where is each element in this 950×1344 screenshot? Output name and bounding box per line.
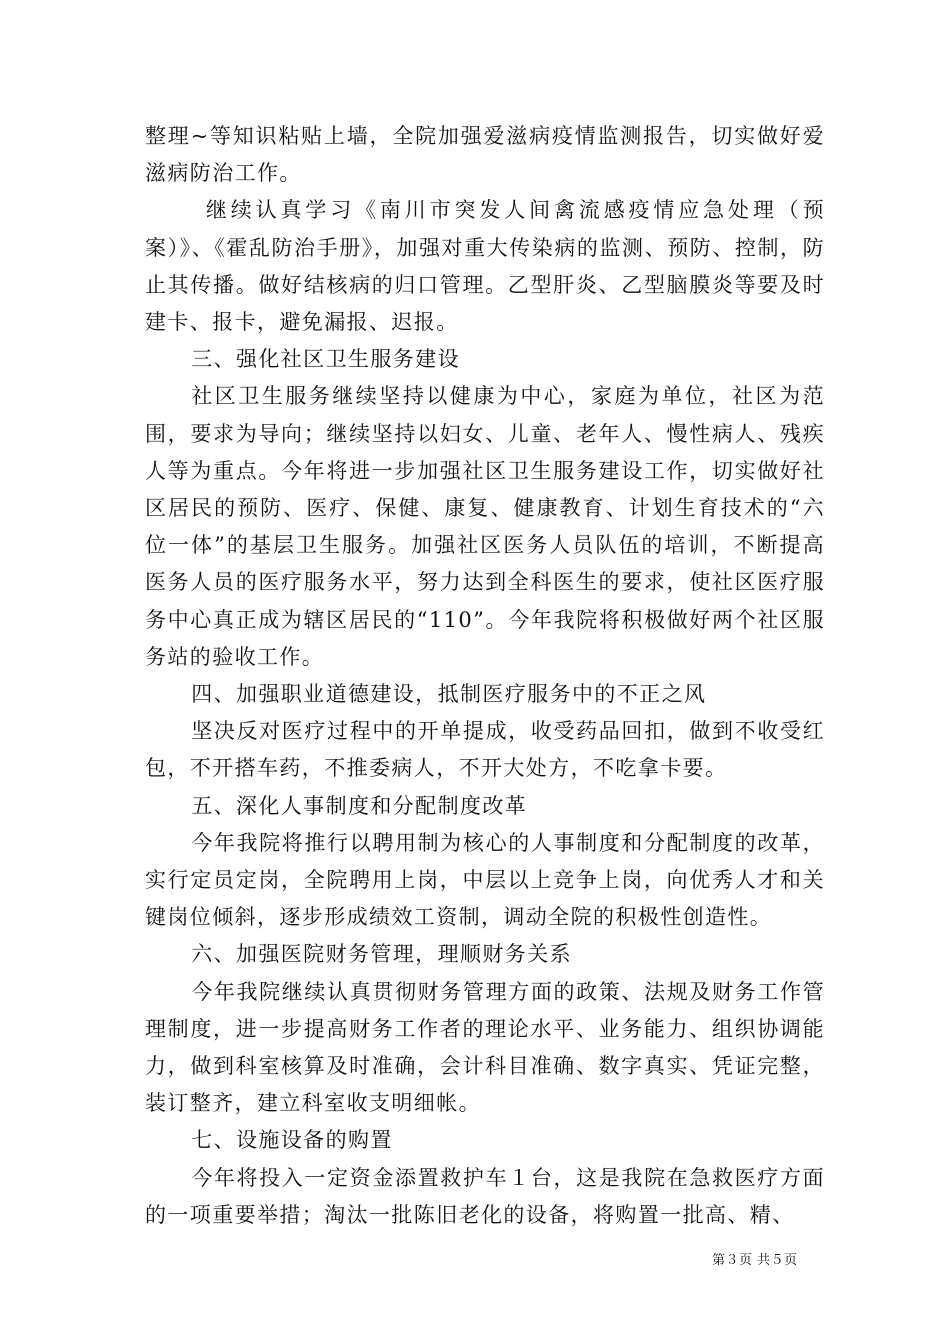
paragraph-aids-prevention: 整理~等知识粘贴上墙，全院加强爱滋病疫情监测报告，切实做好爱滋病防治工作。 [145,124,825,186]
section-heading-ethics: 四、加强职业道德建设，抵制医疗服务中的不正之风 [191,682,707,707]
paragraph-finance: 今年我院继续认真贯彻财务管理方面的政策、法规及财务工作管理制度，进一步提高财务工作者的理论水平、业务能力、组织协调能力，做到科室核算及时准确，会计科目准确、数字真实、凭证完整，装订整齐，建立科室收支明细帐。 [145,979,825,1116]
section-heading-community-health: 三、强化社区卫生服务建设 [191,347,460,372]
paragraph-ethics: 坚决反对医疗过程中的开单提成，收受药品回扣，做到不收受红包，不开搭车药，不推委病人，不开大处方，不吃拿卡要。 [145,719,825,781]
document-body [145,118,825,1234]
paragraph-infectious-disease: 继续认真学习《南川市突发人间禽流感疫情应急处理（预案）》、《霍乱防治手册》，加强对重大传染病的监测、预防、控制，防止其传播。做好结核病的归口管理。乙型肝炎、乙型脑膜炎等要及时建卡、报卡，避免漏报、迟报。 [145,198,825,335]
section-heading-finance: 六、加强医院财务管理，理顺财务关系 [191,942,572,967]
paragraph-equipment: 今年将投入一定资金添置救护车１台，这是我院在急救医疗方面的一项重要举措；淘汰一批陈旧老化的设备，将购置一批高、精、 [145,1165,825,1227]
paragraph-community-health: 社区卫生服务继续坚持以健康为中心，家庭为单位，社区为范围，要求为导向；继续坚持以妇女、儿童、老年人、慢性病人、残疾人等为重点。今年将进一步加强社区卫生服务建设工作，切实做好社区居民的预防、医疗、保健、康复、健康教育、计划生育技术的“六位一体”的基层卫生服务。加强社区医务人员队伍的培训，不断提高医务人员的医疗服务水平，努力达到全科医生的要求，使社区医疗服务中心真正成为辖区居民的“110”。今年我院将积极做好两个社区服务站的验收工作。 [145,384,825,669]
page-number-footer: 第３页 共５页 [712,1253,798,1268]
section-heading-equipment: 七、设施设备的购置 [191,1128,393,1153]
paragraph-personnel-reform: 今年我院将推行以聘用制为核心的人事制度和分配制度的改革，实行定员定岗，全院聘用上岗，中层以上竞争上岗，向优秀人才和关键岗位倾斜，逐步形成绩效工资制，调动全院的积极性创造性。 [145,830,825,930]
section-heading-personnel-reform: 五、深化人事制度和分配制度改革 [191,793,528,818]
